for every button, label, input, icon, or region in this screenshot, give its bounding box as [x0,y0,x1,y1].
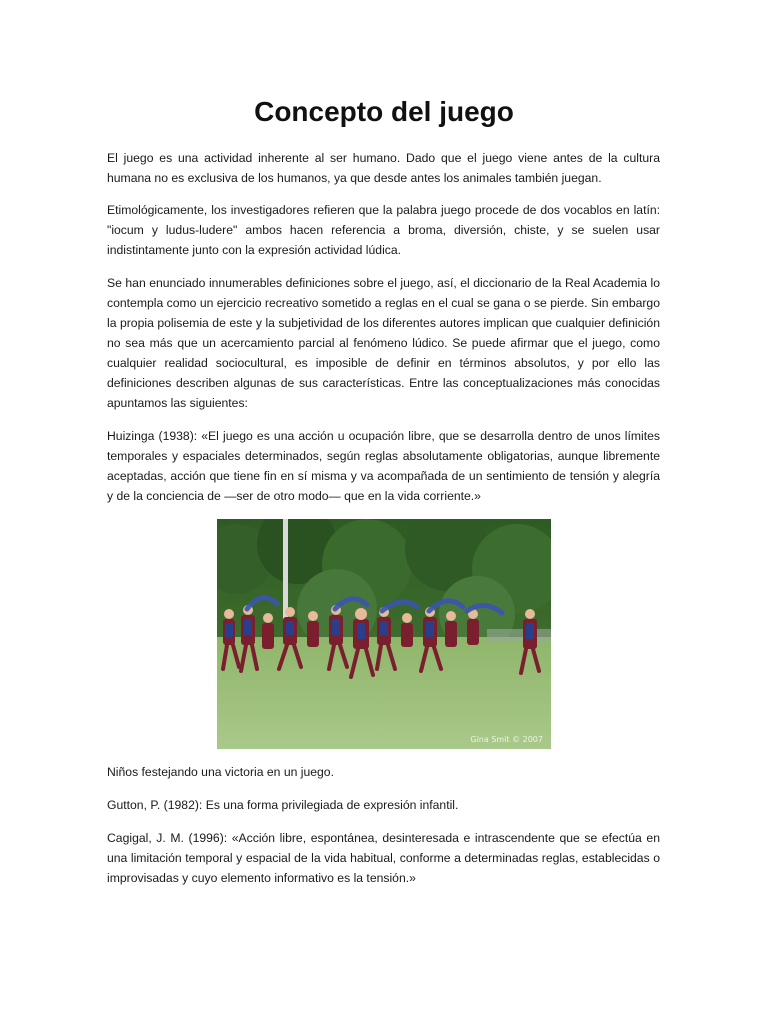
children-celebrating-photo [217,519,551,749]
paragraph-intro: El juego es una actividad inherente al ser humano. Dado que el juego viene antes de la cultura humana no es exclusiva de los humanos, ya que desde antes los animales también juegan. [107,151,660,185]
paragraph-huizinga: Huizinga (1938): «El juego es una acción u ocupación libre, que se desarrolla dentro de unos límites temporales y espaciales determinados, según reglas absolutamente obligatorias, aunque libremente aceptadas, acción que tiene fin en sí misma y va acompañada de un sentimiento de tensión y alegría y de la conciencia de —ser de otro modo— que en la vida corriente.» [107,429,660,503]
image-caption: Niños festejando una victoria en un juego. [107,765,334,779]
page-title: Concepto del juego [254,96,514,127]
paragraph-cagigal: Cagigal, J. M. (1996): «Acción libre, espontánea, desinteresada e intrascendente que se efectúa en una limitación temporal y espacial de la vida habitual, conforme a determinadas reglas, establecidas o improvisadas y cuyo elemento informativo es la tensión.» [107,831,660,885]
paragraph-etymology: Etimológicamente, los investigadores refieren que la palabra juego procede de dos vocablos en latín: "iocum y ludus-ludere" ambos hacen referencia a broma, diversión, chiste, y se suelen usar indistintamente junto con la expresión actividad lúdica. [107,203,660,257]
paragraph-gutton: Gutton, P. (1982): Es una forma privilegiada de expresión infantil. [107,798,459,812]
photo-illustration [217,519,551,749]
photo-watermark: Gina Smit © 2007 [470,735,543,744]
paragraph-definitions: Se han enunciado innumerables definiciones sobre el juego, así, el diccionario de la Real Academia lo contempla como un ejercicio recreativo sometido a reglas en el cual se gana o se pierde. Sin embargo la propia polisemia de este y la subjetividad de los diferentes autores implican que cualquier definición no sea más que un acercamiento parcial al fenómeno lúdico. Se puede afirmar que el juego, como cualquier realidad sociocultural, es imposible de definir en términos absolutos, y por ello las definiciones describen algunas de sus características. Entre las conceptualizaciones más conocidas apuntamos las siguientes: [107,276,660,410]
